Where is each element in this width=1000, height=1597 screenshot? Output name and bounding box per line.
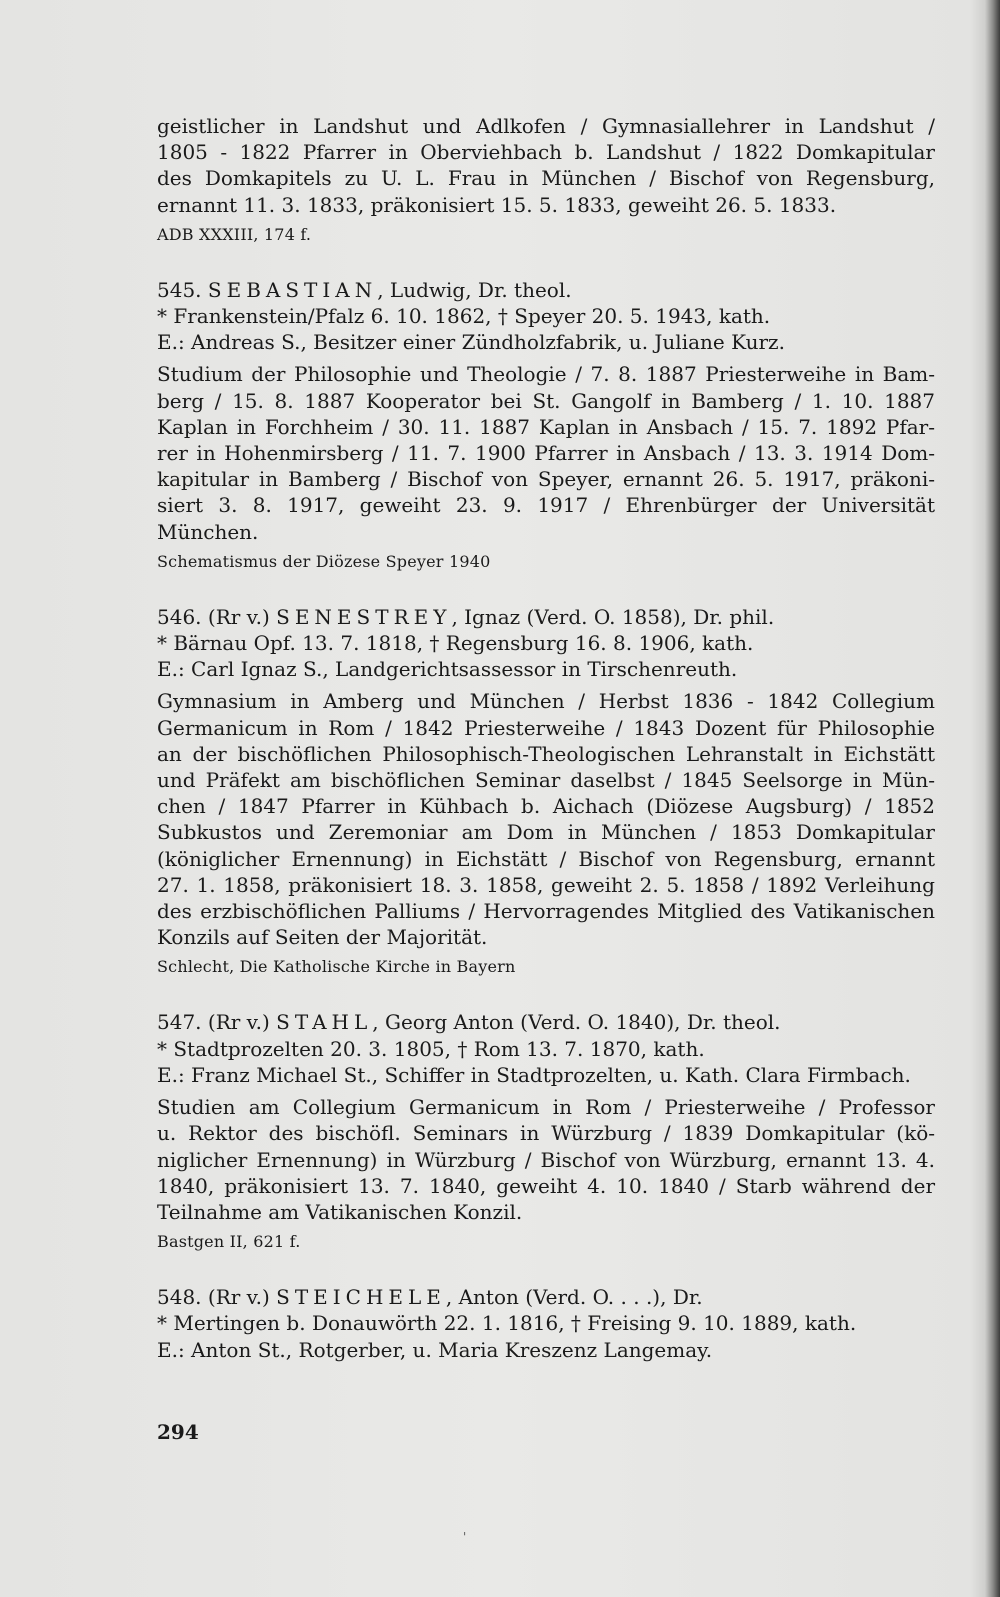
text-line: 1840, präkonisiert 13. 7. 1840, geweiht 4. 10. 1840 / Starb während der	[157, 1173, 935, 1198]
text-line: Gymnasium in Amberg und München / Herbst 1836 - 1842 Collegium	[157, 689, 935, 714]
entry-heading	[157, 277, 935, 303]
entry-surname: STEICHELE	[276, 1285, 446, 1310]
entry-heading	[157, 1009, 935, 1035]
entry-surname: SEBASTIAN	[207, 277, 378, 302]
text-line: (königlicher Ernennung) in Eichstätt / Bischof von Regensburg, ernannt	[157, 846, 935, 871]
entry-name-rest: , Ignaz (Verd. O. 1858), Dr. phil.	[451, 604, 775, 629]
text-line: Kaplan in Forchheim / 30. 11. 1887 Kaplan in Ansbach / 15. 7. 1892 Pfar-	[157, 414, 935, 439]
intro-paragraph	[157, 113, 935, 218]
text-line: und Präfekt am bischöflichen Seminar daselbst / 1845 Seelsorge in Mün-	[157, 768, 935, 793]
text-line: des erzbischöflichen Palliums / Hervorragendes Mitglied des Vatikanischen	[157, 899, 935, 924]
entry-547	[157, 1009, 935, 1253]
entry-prefix: (Rr v.)	[207, 1010, 270, 1035]
entry-name-rest: , Georg Anton (Verd. O. 1840), Dr. theol.	[372, 1010, 781, 1035]
text-line: Konzils auf Seiten der Majorität.	[157, 925, 488, 950]
text-line: Subkustos und Zeremoniar am Dom in München / 1853 Domkapitular	[157, 820, 935, 845]
entry-number: 548.	[157, 1285, 202, 1310]
text-line: Germanicum in Rom / 1842 Priesterweihe / 1843 Dozent für Philosophie	[157, 715, 935, 740]
entry-surname: STAHL	[276, 1010, 373, 1035]
page-number: 294	[157, 1420, 199, 1444]
entry-prefix: (Rr v.)	[207, 1285, 270, 1310]
entry-parents: E.: Franz Michael St., Schiffer in Stadtprozelten, u. Kath. Clara Firmbach.	[157, 1062, 911, 1087]
entry-surname: SENESTREY	[276, 604, 452, 629]
text-column	[157, 113, 935, 1363]
entry-number: 545.	[157, 277, 202, 302]
entry-heading	[157, 1284, 935, 1310]
text-line: 27. 1. 1858, präkonisiert 18. 3. 1858, geweiht 2. 5. 1858 / 1892 Verleihung	[157, 872, 935, 897]
text-line: kapitular in Bamberg / Bischof von Speyer, ernannt 26. 5. 1917, präkoni-	[157, 467, 935, 492]
text-line: Teilnahme am Vatikanischen Konzil.	[157, 1199, 523, 1224]
text-line: berg / 15. 8. 1887 Kooperator bei St. Gangolf in Bamberg / 1. 10. 1887	[157, 388, 935, 413]
entry-number: 547.	[157, 1010, 202, 1035]
text-line: siert 3. 8. 1917, geweiht 23. 9. 1917 / Ehrenbürger der Universität München.	[157, 493, 935, 544]
entry-birth-death: * Mertingen b. Donauwörth 22. 1. 1816, † Freising 9. 10. 1889, kath.	[157, 1311, 857, 1336]
text-line: an der bischöflichen Philosophisch-Theologischen Lehranstalt in Eichstätt	[157, 741, 935, 766]
text-line: ernannt 11. 3. 1833, präkonisiert 15. 5. 1833, geweiht 26. 5. 1833.	[157, 192, 837, 217]
source-reference: Bastgen II, 621 f.	[157, 1232, 301, 1252]
text-line: chen / 1847 Pfarrer in Kühbach b. Aichach (Diözese Augsburg) / 1852	[157, 794, 935, 819]
text-line: Studium der Philosophie und Theologie / 7. 8. 1887 Priesterweihe in Bam-	[157, 362, 935, 387]
text-line: des Domkapitels zu U. L. Frau in München / Bischof von Regensburg,	[157, 166, 935, 191]
entry-546	[157, 604, 935, 979]
bottom-mark: '	[463, 1530, 467, 1544]
entry-number: 546.	[157, 604, 202, 629]
text-line: u. Rektor des bischöfl. Seminars in Würzburg / 1839 Domkapitular (kö-	[157, 1121, 935, 1146]
entry-548	[157, 1284, 935, 1363]
text-line: rer in Hohenmirsberg / 11. 7. 1900 Pfarrer in Ansbach / 13. 3. 1914 Dom-	[157, 441, 935, 466]
entry-prefix: (Rr v.)	[207, 604, 270, 629]
text-line: geistlicher in Landshut und Adlkofen / Gymnasiallehrer in Landshut /	[157, 114, 935, 138]
entry-birth-death: * Stadtprozelten 20. 3. 1805, † Rom 13. 7. 1870, kath.	[157, 1036, 705, 1061]
source-reference: Schematismus der Diözese Speyer 1940	[157, 551, 491, 571]
entry-parents: E.: Andreas S., Besitzer einer Zündholzfabrik, u. Juliane Kurz.	[157, 330, 785, 355]
entry-545	[157, 277, 935, 573]
entry-biography	[157, 361, 935, 544]
source-reference: Schlecht, Die Katholische Kirche in Bayern	[157, 957, 516, 977]
entry-birth-death: * Frankenstein/Pfalz 6. 10. 1862, † Speyer 20. 5. 1943, kath.	[157, 304, 771, 329]
entry-biography	[157, 688, 935, 950]
entry-name-rest: , Ludwig, Dr. theol.	[377, 277, 572, 302]
source-reference: ADB XXXIII, 174 f.	[157, 224, 312, 244]
entry-birth-death: * Bärnau Opf. 13. 7. 1818, † Regensburg 16. 8. 1906, kath.	[157, 631, 754, 656]
entry-biography	[157, 1094, 935, 1225]
entry-name-rest: , Anton (Verd. O. . . .), Dr.	[445, 1285, 703, 1310]
entry-parents: E.: Anton St., Rotgerber, u. Maria Kreszenz Langemay.	[157, 1337, 713, 1362]
entry-heading	[157, 604, 935, 630]
text-line: 1805 - 1822 Pfarrer in Oberviehbach b. Landshut / 1822 Domkapitular	[157, 140, 935, 165]
text-line: Studien am Collegium Germanicum in Rom / Priesterweihe / Professor	[157, 1095, 935, 1120]
entry-parents: E.: Carl Ignaz S., Landgerichtsassessor in Tirschenreuth.	[157, 657, 738, 682]
text-line: niglicher Ernennung) in Würzburg / Bischof von Würzburg, ernannt 13. 4.	[157, 1147, 935, 1172]
